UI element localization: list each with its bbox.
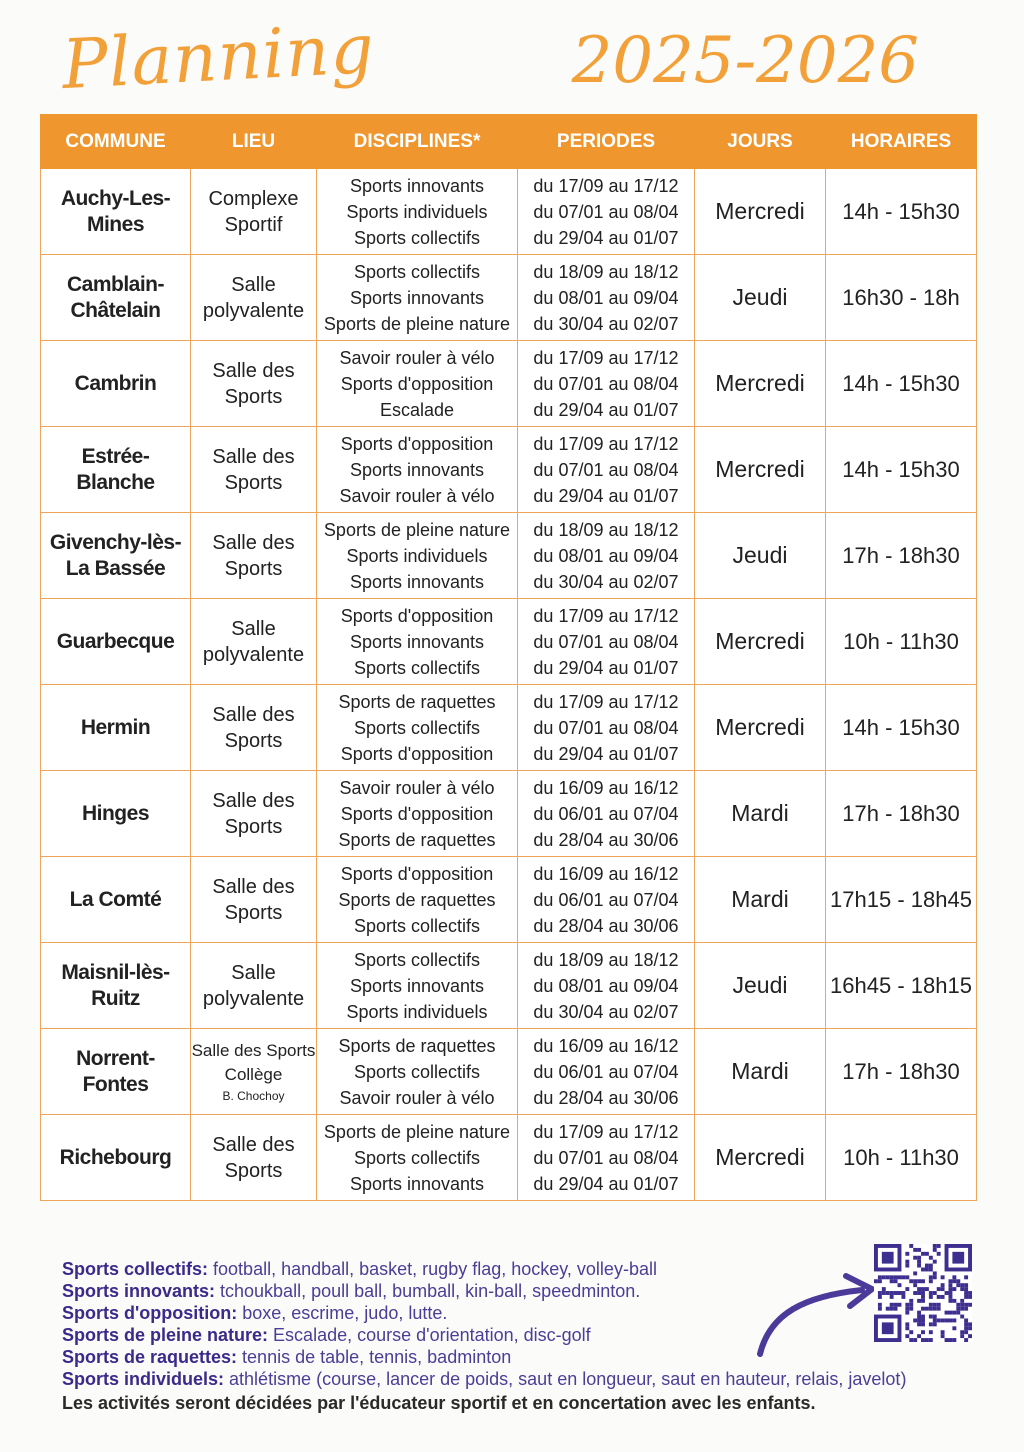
periode-item: du 17/09 au 17/12 — [533, 691, 679, 712]
table-row — [41, 1029, 977, 1115]
periode-item: du 29/04 au 01/07 — [533, 399, 679, 420]
lieu-cell — [191, 427, 317, 513]
jour-cell: Mercredi — [695, 685, 826, 771]
discipline-item: Sports de pleine nature — [323, 313, 511, 334]
column-header: PERIODES — [518, 115, 695, 169]
lieu-text: polyvalente — [202, 643, 305, 666]
periode-item: du 18/09 au 18/12 — [533, 261, 679, 282]
horaire-cell: 14h - 15h30 — [826, 169, 977, 255]
discipline-item: Sports innovants — [349, 459, 485, 480]
discipline-item: Sports collectifs — [353, 1061, 481, 1082]
discipline-item: Savoir rouler à vélo — [339, 347, 495, 368]
commune-cell — [41, 169, 191, 255]
legend-description: Escalade, course d'orientation, disc-golf — [268, 1325, 591, 1345]
lieu-text: Salle des — [212, 359, 295, 382]
periode-item: du 07/01 au 08/04 — [533, 373, 679, 394]
lieu-cell — [191, 513, 317, 599]
periode-item: du 29/04 au 01/07 — [533, 227, 679, 248]
commune-cell — [41, 599, 191, 685]
season-label: 2025-2026 — [571, 24, 919, 98]
table-row — [41, 943, 977, 1029]
jour-cell: Jeudi — [695, 513, 826, 599]
disciplines-cell — [317, 427, 518, 513]
periode-item: du 30/04 au 02/07 — [533, 571, 679, 592]
periode-item: du 06/01 au 07/04 — [533, 1061, 679, 1082]
discipline-item: Sports collectifs — [353, 915, 481, 936]
discipline-item: Sports d'opposition — [340, 433, 494, 454]
lieu-text: Sports — [224, 901, 283, 924]
discipline-item: Sports de raquettes — [338, 829, 496, 850]
legend-term: Sports collectifs: — [62, 1259, 209, 1279]
legend-description: tchoukball, poull ball, bumball, kin-ball, speedminton. — [215, 1281, 641, 1301]
lieu-text: Salle — [231, 617, 276, 640]
periodes-cell — [518, 427, 695, 513]
table-header-row — [41, 115, 977, 169]
commune-name: Norrent- — [76, 1046, 155, 1070]
commune-cell — [41, 1029, 191, 1115]
periode-item: du 17/09 au 17/12 — [533, 175, 679, 196]
commune-cell — [41, 943, 191, 1029]
periode-item: du 07/01 au 08/04 — [533, 201, 679, 222]
legend-item — [62, 1324, 972, 1346]
lieu-text: Collège — [224, 1064, 283, 1084]
table-row — [41, 857, 977, 943]
periode-item: du 18/09 au 18/12 — [533, 519, 679, 540]
disciplines-cell — [317, 857, 518, 943]
discipline-item: Sports collectifs — [353, 657, 481, 678]
commune-cell — [41, 255, 191, 341]
legend-description: athlétisme (course, lancer de poids, saut en longueur, saut en hauteur, relais, javelot) — [224, 1369, 907, 1389]
horaire-cell: 17h15 - 18h45 — [826, 857, 977, 943]
periodes-cell — [518, 943, 695, 1029]
lieu-text: Salle des — [212, 789, 295, 812]
schedule-table-container — [40, 114, 976, 1201]
periode-item: du 06/01 au 07/04 — [533, 803, 679, 824]
discipline-item: Sports d'opposition — [340, 605, 494, 626]
discipline-item: Savoir rouler à vélo — [339, 485, 495, 506]
commune-cell — [41, 771, 191, 857]
disciplines-legend — [62, 1258, 972, 1390]
commune-name: Camblain- — [66, 272, 164, 296]
lieu-text: Salle des — [212, 875, 295, 898]
jour-cell: Mercredi — [695, 169, 826, 255]
legend-item — [62, 1280, 972, 1302]
periode-item: du 07/01 au 08/04 — [533, 631, 679, 652]
disciplines-cell — [317, 771, 518, 857]
commune-name: Maisnil-lès- — [61, 960, 170, 984]
periodes-cell — [518, 513, 695, 599]
horaire-cell: 16h30 - 18h — [826, 255, 977, 341]
legend-item — [62, 1258, 972, 1280]
discipline-item: Sports innovants — [349, 175, 485, 196]
jour-cell: Jeudi — [695, 255, 826, 341]
commune-name: Fontes — [82, 1072, 149, 1096]
discipline-item: Sports d'opposition — [340, 863, 494, 884]
commune-name: Ruitz — [91, 986, 140, 1010]
jour-cell: Mercredi — [695, 341, 826, 427]
commune-name: Hinges — [81, 801, 149, 825]
discipline-item: Sports d'opposition — [340, 373, 494, 394]
lieu-text: Complexe — [208, 187, 299, 210]
jour-cell: Mardi — [695, 771, 826, 857]
lieu-text: Salle — [231, 961, 276, 984]
periodes-cell — [518, 255, 695, 341]
disciplines-cell — [317, 685, 518, 771]
periode-item: du 08/01 au 09/04 — [533, 975, 679, 996]
horaire-cell: 14h - 15h30 — [826, 427, 977, 513]
legend-description: tennis de table, tennis, badminton — [237, 1347, 512, 1367]
discipline-item: Sports de raquettes — [338, 691, 496, 712]
commune-name: Hermin — [80, 715, 151, 739]
jour-cell: Jeudi — [695, 943, 826, 1029]
periode-item: du 07/01 au 08/04 — [533, 717, 679, 738]
lieu-text: Salle des — [212, 531, 295, 554]
discipline-item: Sports innovants — [349, 287, 485, 308]
page-title: Planning — [60, 9, 377, 106]
discipline-item: Sports collectifs — [353, 227, 481, 248]
lieu-text: Sports — [224, 471, 283, 494]
periode-item: du 06/01 au 07/04 — [533, 889, 679, 910]
periode-item: du 16/09 au 16/12 — [533, 1035, 679, 1056]
discipline-item: Sports de pleine nature — [323, 519, 511, 540]
horaire-cell: 10h - 11h30 — [826, 1115, 977, 1201]
lieu-cell — [191, 1115, 317, 1201]
discipline-item: Savoir rouler à vélo — [339, 777, 495, 798]
column-header: COMMUNE — [41, 115, 191, 169]
discipline-item: Sports innovants — [349, 1173, 485, 1194]
schedule-table — [40, 114, 977, 1201]
commune-name: La Comté — [69, 887, 162, 911]
periode-item: du 30/04 au 02/07 — [533, 313, 679, 334]
disciplines-cell — [317, 513, 518, 599]
discipline-item: Sports de raquettes — [338, 1035, 496, 1056]
periode-item: du 16/09 au 16/12 — [533, 777, 679, 798]
commune-cell — [41, 685, 191, 771]
disciplines-cell — [317, 169, 518, 255]
periode-item: du 28/04 au 30/06 — [533, 829, 679, 850]
commune-name: Guarbecque — [56, 629, 175, 653]
periode-item: du 29/04 au 01/07 — [533, 485, 679, 506]
lieu-cell — [191, 771, 317, 857]
legend-term: Sports de raquettes: — [62, 1347, 238, 1367]
discipline-item: Sports collectifs — [353, 717, 481, 738]
disciplines-cell — [317, 255, 518, 341]
lieu-text: Sports — [224, 815, 283, 838]
commune-cell — [41, 1115, 191, 1201]
lieu-cell — [191, 255, 317, 341]
periodes-cell — [518, 771, 695, 857]
disciplines-cell — [317, 943, 518, 1029]
table-row — [41, 685, 977, 771]
periode-item: du 17/09 au 17/12 — [533, 347, 679, 368]
periode-item: du 16/09 au 16/12 — [533, 863, 679, 884]
lieu-text: Sports — [224, 729, 283, 752]
lieu-cell — [191, 169, 317, 255]
periode-item: du 28/04 au 30/06 — [533, 915, 679, 936]
discipline-item: Sports collectifs — [353, 1147, 481, 1168]
discipline-item: Sports d'opposition — [340, 803, 494, 824]
discipline-item: Sports individuels — [346, 201, 488, 222]
periode-item: du 08/01 au 09/04 — [533, 287, 679, 308]
discipline-item: Sports collectifs — [353, 261, 481, 282]
column-header: HORAIRES — [826, 115, 977, 169]
discipline-item: Sports de raquettes — [338, 889, 496, 910]
lieu-text: B. Chochoy — [222, 1088, 285, 1103]
discipline-item: Sports de pleine nature — [323, 1121, 511, 1142]
periode-item: du 18/09 au 18/12 — [533, 949, 679, 970]
lieu-text: polyvalente — [202, 987, 305, 1010]
disciplines-cell — [317, 341, 518, 427]
jour-cell: Mercredi — [695, 1115, 826, 1201]
table-row — [41, 1115, 977, 1201]
periode-item: du 29/04 au 01/07 — [533, 743, 679, 764]
discipline-item: Sports innovants — [349, 975, 485, 996]
lieu-cell — [191, 341, 317, 427]
discipline-item: Sports individuels — [346, 545, 488, 566]
lieu-text: Sports — [224, 557, 283, 580]
discipline-item: Sports d'opposition — [340, 743, 494, 764]
legend-item — [62, 1368, 972, 1390]
lieu-cell — [191, 943, 317, 1029]
legend-description: boxe, escrime, judo, lutte. — [237, 1303, 448, 1323]
lieu-cell — [191, 857, 317, 943]
disciplines-cell — [317, 599, 518, 685]
table-row — [41, 771, 977, 857]
legend-term: Sports d'opposition: — [62, 1303, 238, 1323]
column-header: DISCIPLINES* — [317, 115, 518, 169]
horaire-cell: 17h - 18h30 — [826, 513, 977, 599]
legend-term: Sports innovants: — [62, 1281, 216, 1301]
commune-name: Estrée- — [81, 444, 150, 468]
lieu-text: Salle des Sports — [191, 1040, 316, 1060]
periode-item: du 17/09 au 17/12 — [533, 605, 679, 626]
commune-cell — [41, 513, 191, 599]
periode-item: du 07/01 au 08/04 — [533, 459, 679, 480]
periode-item: du 17/09 au 17/12 — [533, 433, 679, 454]
jour-cell: Mercredi — [695, 427, 826, 513]
legend-term: Sports individuels: — [62, 1369, 225, 1389]
table-row — [41, 513, 977, 599]
periode-item: du 28/04 au 30/06 — [533, 1087, 679, 1108]
periodes-cell — [518, 1115, 695, 1201]
lieu-text: Salle des — [212, 703, 295, 726]
table-row — [41, 341, 977, 427]
disciplines-cell — [317, 1029, 518, 1115]
legend-item — [62, 1346, 972, 1368]
horaire-cell: 10h - 11h30 — [826, 599, 977, 685]
commune-name: Mines — [86, 212, 144, 236]
column-header: LIEU — [191, 115, 317, 169]
periodes-cell — [518, 685, 695, 771]
column-header: JOURS — [695, 115, 826, 169]
table-body — [41, 169, 977, 1201]
jour-cell: Mardi — [695, 857, 826, 943]
discipline-item: Sports innovants — [349, 571, 485, 592]
commune-cell — [41, 427, 191, 513]
commune-name: Richebourg — [59, 1145, 172, 1169]
commune-name: Givenchy-lès- — [49, 530, 182, 554]
legend-term: Sports de pleine nature: — [62, 1325, 269, 1345]
periodes-cell — [518, 341, 695, 427]
periodes-cell — [518, 857, 695, 943]
jour-cell: Mardi — [695, 1029, 826, 1115]
commune-cell — [41, 857, 191, 943]
discipline-item: Escalade — [379, 399, 455, 420]
lieu-text: Salle — [231, 273, 276, 296]
periode-item: du 30/04 au 02/07 — [533, 1001, 679, 1022]
commune-name: Châtelain — [70, 298, 161, 322]
discipline-item: Savoir rouler à vélo — [339, 1087, 495, 1108]
horaire-cell: 16h45 - 18h15 — [826, 943, 977, 1029]
discipline-item: Sports collectifs — [353, 949, 481, 970]
periode-item: du 29/04 au 01/07 — [533, 657, 679, 678]
jour-cell: Mercredi — [695, 599, 826, 685]
commune-name: Blanche — [76, 470, 155, 494]
horaire-cell: 17h - 18h30 — [826, 771, 977, 857]
lieu-text: Sports — [224, 1159, 283, 1182]
footer-note: Les activités seront décidées par l'éducateur sportif et en concertation avec les enfants. — [62, 1393, 816, 1413]
lieu-text: Salle des — [212, 1133, 295, 1156]
table-row — [41, 599, 977, 685]
lieu-cell — [191, 1029, 317, 1115]
commune-cell — [41, 341, 191, 427]
periode-item: du 29/04 au 01/07 — [533, 1173, 679, 1194]
periode-item: du 07/01 au 08/04 — [533, 1147, 679, 1168]
horaire-cell: 17h - 18h30 — [826, 1029, 977, 1115]
horaire-cell: 14h - 15h30 — [826, 685, 977, 771]
disciplines-cell — [317, 1115, 518, 1201]
periodes-cell — [518, 169, 695, 255]
lieu-text: polyvalente — [202, 299, 305, 322]
commune-name: Cambrin — [74, 371, 157, 395]
lieu-text: Sports — [224, 385, 283, 408]
commune-name: La Bassée — [65, 556, 166, 580]
table-row — [41, 427, 977, 513]
commune-name: Auchy-Les- — [60, 186, 171, 210]
lieu-cell — [191, 685, 317, 771]
discipline-item: Sports individuels — [346, 1001, 488, 1022]
legend-description: football, handball, basket, rugby flag, hockey, volley-ball — [208, 1259, 657, 1279]
periode-item: du 08/01 au 09/04 — [533, 545, 679, 566]
periodes-cell — [518, 599, 695, 685]
horaire-cell: 14h - 15h30 — [826, 341, 977, 427]
periodes-cell — [518, 1029, 695, 1115]
periode-item: du 17/09 au 17/12 — [533, 1121, 679, 1142]
discipline-item: Sports innovants — [349, 631, 485, 652]
table-row — [41, 255, 977, 341]
lieu-cell — [191, 599, 317, 685]
lieu-text: Sportif — [224, 213, 283, 236]
legend-item — [62, 1302, 972, 1324]
table-row — [41, 169, 977, 255]
lieu-text: Salle des — [212, 445, 295, 468]
